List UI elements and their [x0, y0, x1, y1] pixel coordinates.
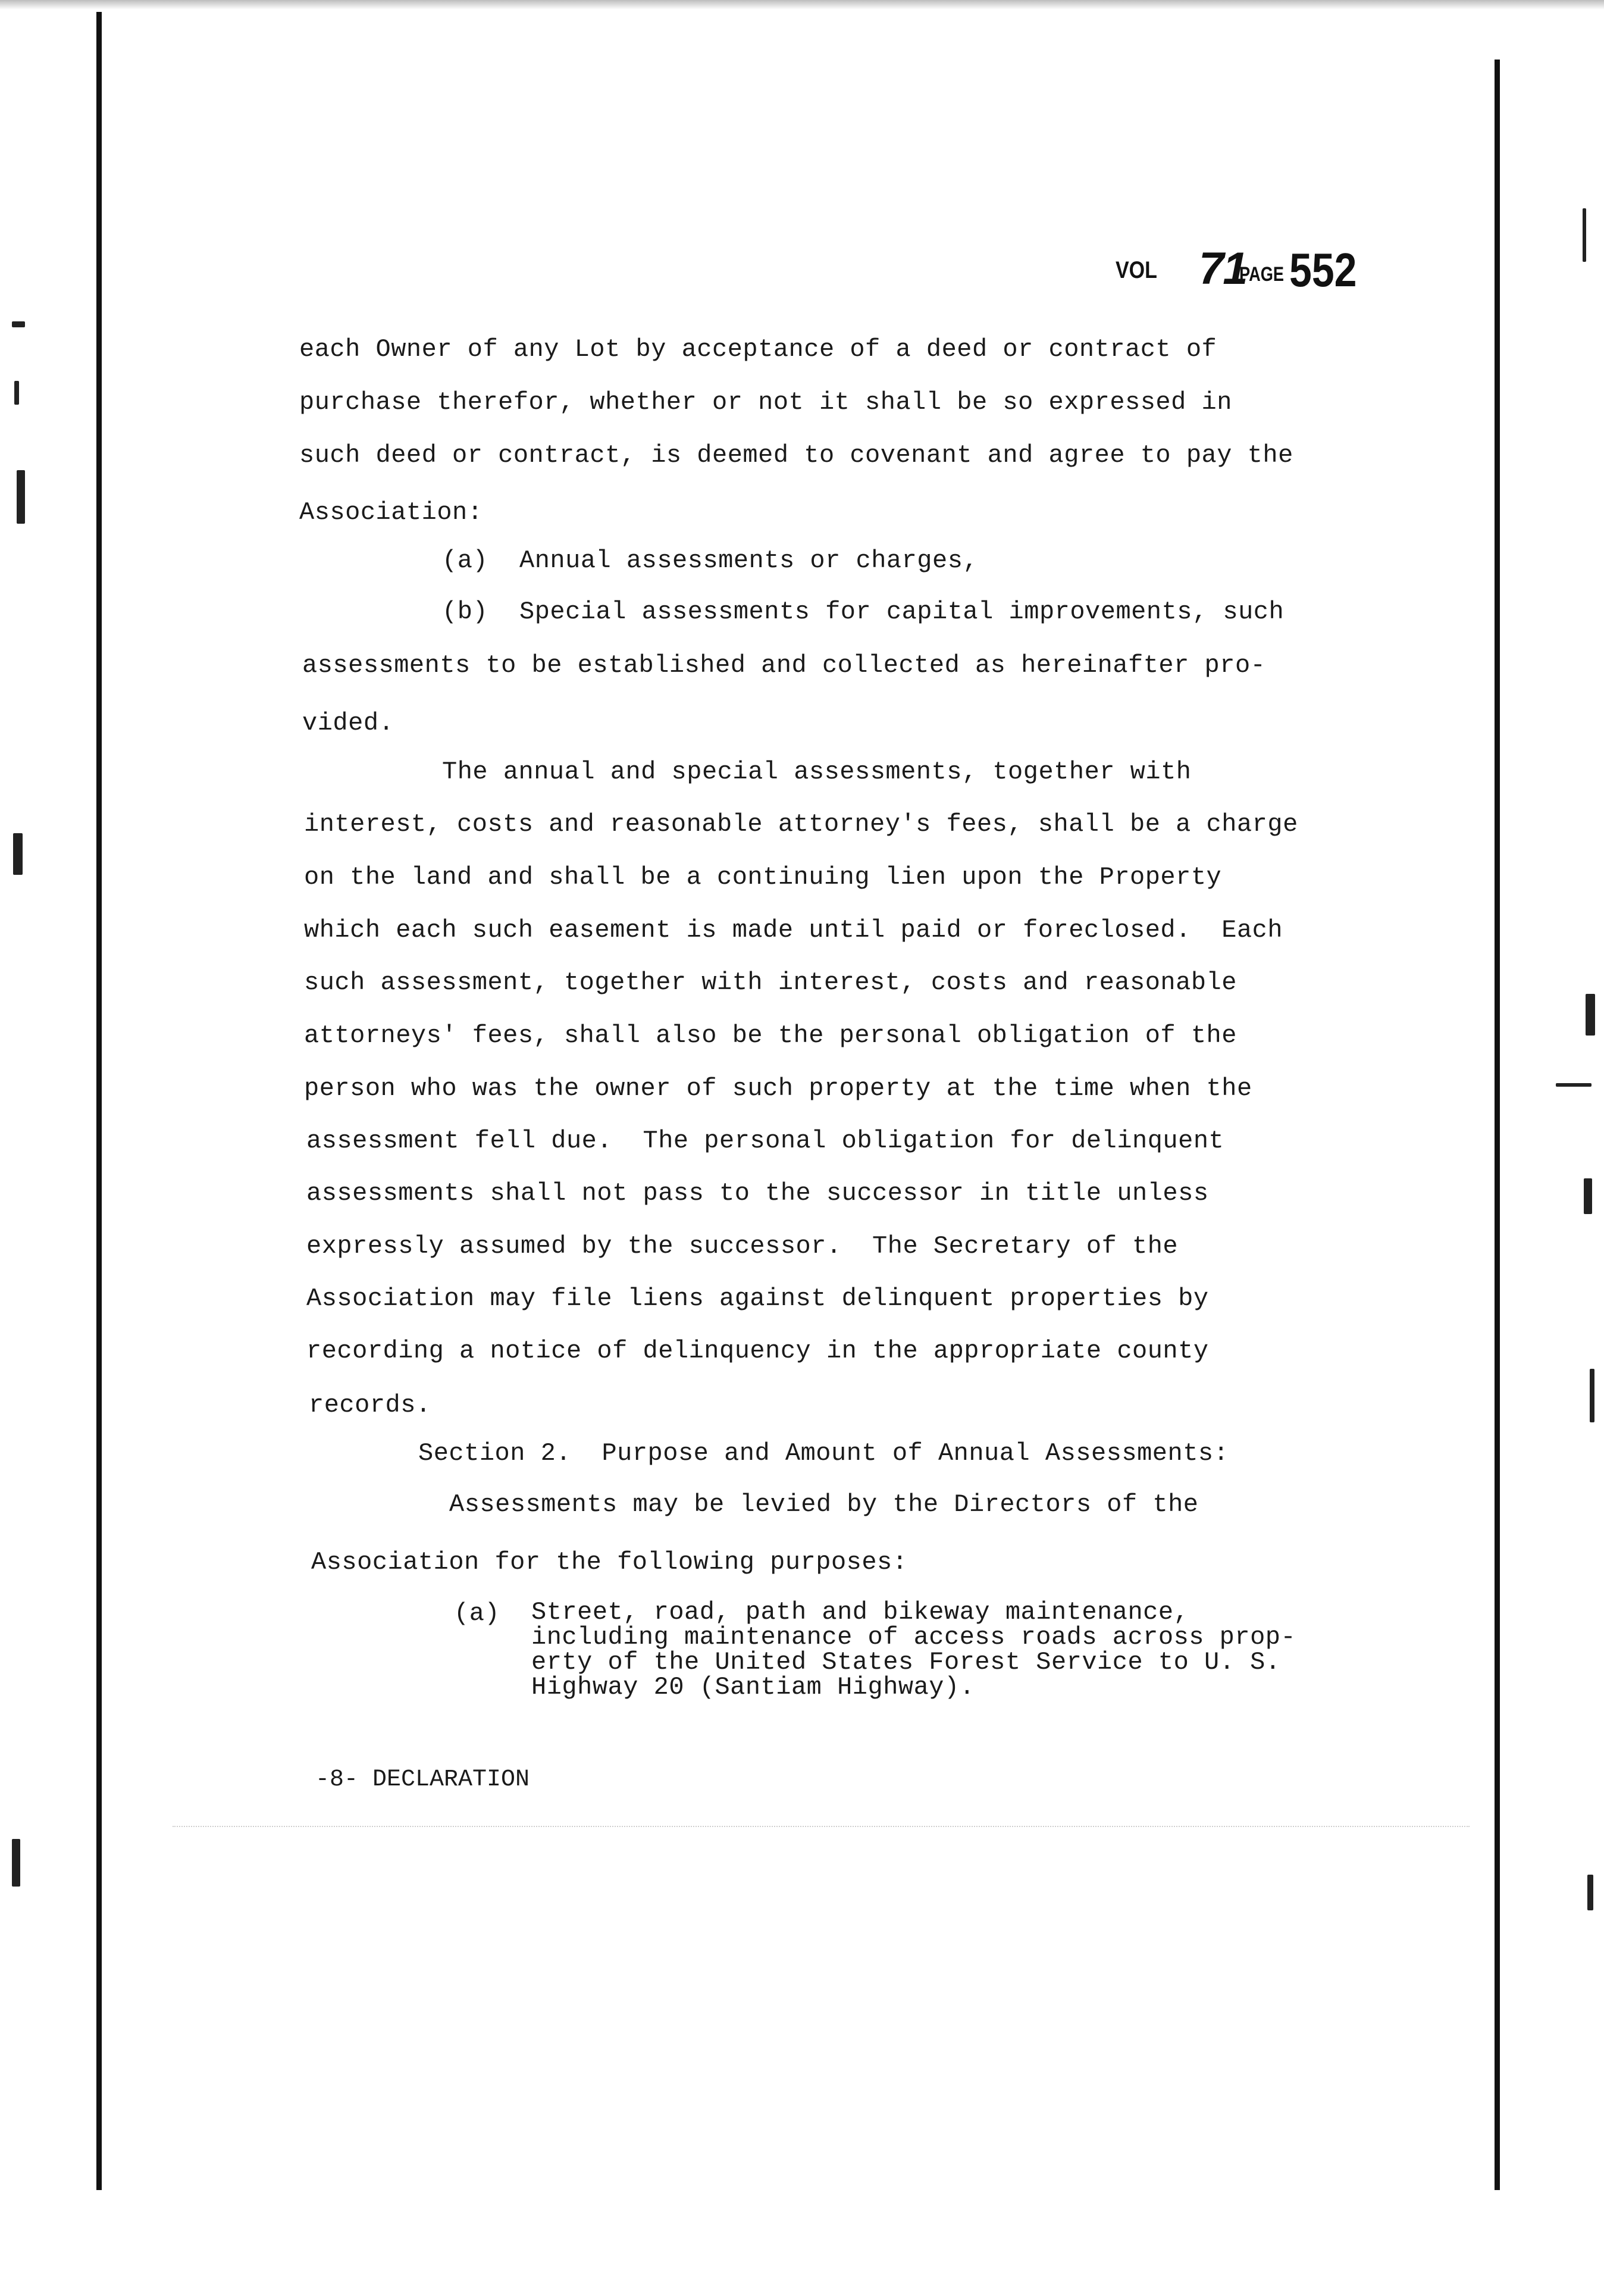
- scan-mark: [1586, 994, 1595, 1036]
- text-line: Highway 20 (Santiam Highway).: [531, 1673, 975, 1701]
- scan-right-border: [1495, 60, 1500, 2190]
- text-line: expressly assumed by the successor. The Secretary of the: [306, 1232, 1179, 1260]
- recording-stamp: [1116, 243, 1365, 308]
- text-line: vided.: [302, 709, 394, 737]
- text-line: Street, road, path and bikeway maintenance,: [531, 1598, 1189, 1626]
- text-line: Association:: [299, 498, 483, 527]
- scan-mark: [12, 321, 25, 327]
- text-line: including maintenance of access roads across prop-: [531, 1623, 1296, 1651]
- text-line: such deed or contract, is deemed to covenant and agree to pay the: [299, 441, 1293, 470]
- scan-mark: [1590, 1369, 1594, 1422]
- volume-label: VOL: [1116, 257, 1157, 283]
- text-line: interest, costs and reasonable attorney's fees, shall be a charge: [304, 810, 1298, 839]
- section-heading: Section 2. Purpose and Amount of Annual Assessments:: [418, 1439, 1229, 1468]
- text-line: each Owner of any Lot by acceptance of a deed or contract of: [299, 335, 1217, 364]
- item-marker: (a): [442, 546, 488, 575]
- text-line: assessment fell due. The personal obligation for delinquent: [306, 1127, 1224, 1155]
- text-line: assessments shall not pass to the successor in title unless: [306, 1179, 1209, 1208]
- scan-mark: [12, 1839, 20, 1887]
- text-line: such assessment, together with interest, costs and reasonable: [304, 968, 1237, 997]
- scan-mark: [1583, 208, 1586, 262]
- scan-mark: [14, 381, 19, 405]
- page-number: 552: [1289, 243, 1357, 296]
- item-marker: (a): [454, 1599, 500, 1628]
- text-line: assessments to be established and collected as hereinafter pro-: [302, 651, 1266, 680]
- scan-mark: [1587, 1875, 1593, 1910]
- item-marker: (b): [442, 598, 488, 626]
- text-line: The annual and special assessments, together with: [442, 758, 1192, 786]
- scan-mark: [1584, 1178, 1592, 1214]
- text-line: on the land and shall be a continuing lien upon the Property: [304, 863, 1222, 892]
- text-line: Association for the following purposes:: [311, 1548, 908, 1576]
- scan-top-edge: [0, 0, 1604, 10]
- text-line: Assessments may be levied by the Directors of the: [449, 1490, 1199, 1519]
- scan-mark: [1556, 1083, 1592, 1087]
- scan-bottom-edge: [173, 1826, 1470, 1828]
- text-line: purchase therefor, whether or not it shall be so expressed in: [299, 388, 1232, 417]
- scan-mark: [17, 470, 25, 524]
- text-line: which each such easement is made until paid or foreclosed. Each: [304, 916, 1283, 944]
- text-line: Association may file liens against delinquent properties by: [306, 1284, 1209, 1313]
- scan-left-border: [96, 12, 102, 2190]
- volume-number: 71: [1199, 243, 1247, 294]
- item-text: Special assessments for capital improvements, such: [519, 598, 1285, 626]
- text-line: person who was the owner of such property at the time when the: [304, 1074, 1252, 1103]
- text-line: erty of the United States Forest Service to U. S.: [531, 1648, 1281, 1676]
- scan-mark: [13, 833, 23, 875]
- text-line: records.: [309, 1391, 431, 1419]
- item-text: Annual assessments or charges,: [519, 546, 979, 575]
- text-line: recording a notice of delinquency in the appropriate county: [306, 1337, 1209, 1365]
- text-line: attorneys' fees, shall also be the personal obligation of the: [304, 1021, 1237, 1050]
- page-footer: -8- DECLARATION: [315, 1766, 530, 1793]
- page-label: PAGE: [1239, 263, 1285, 286]
